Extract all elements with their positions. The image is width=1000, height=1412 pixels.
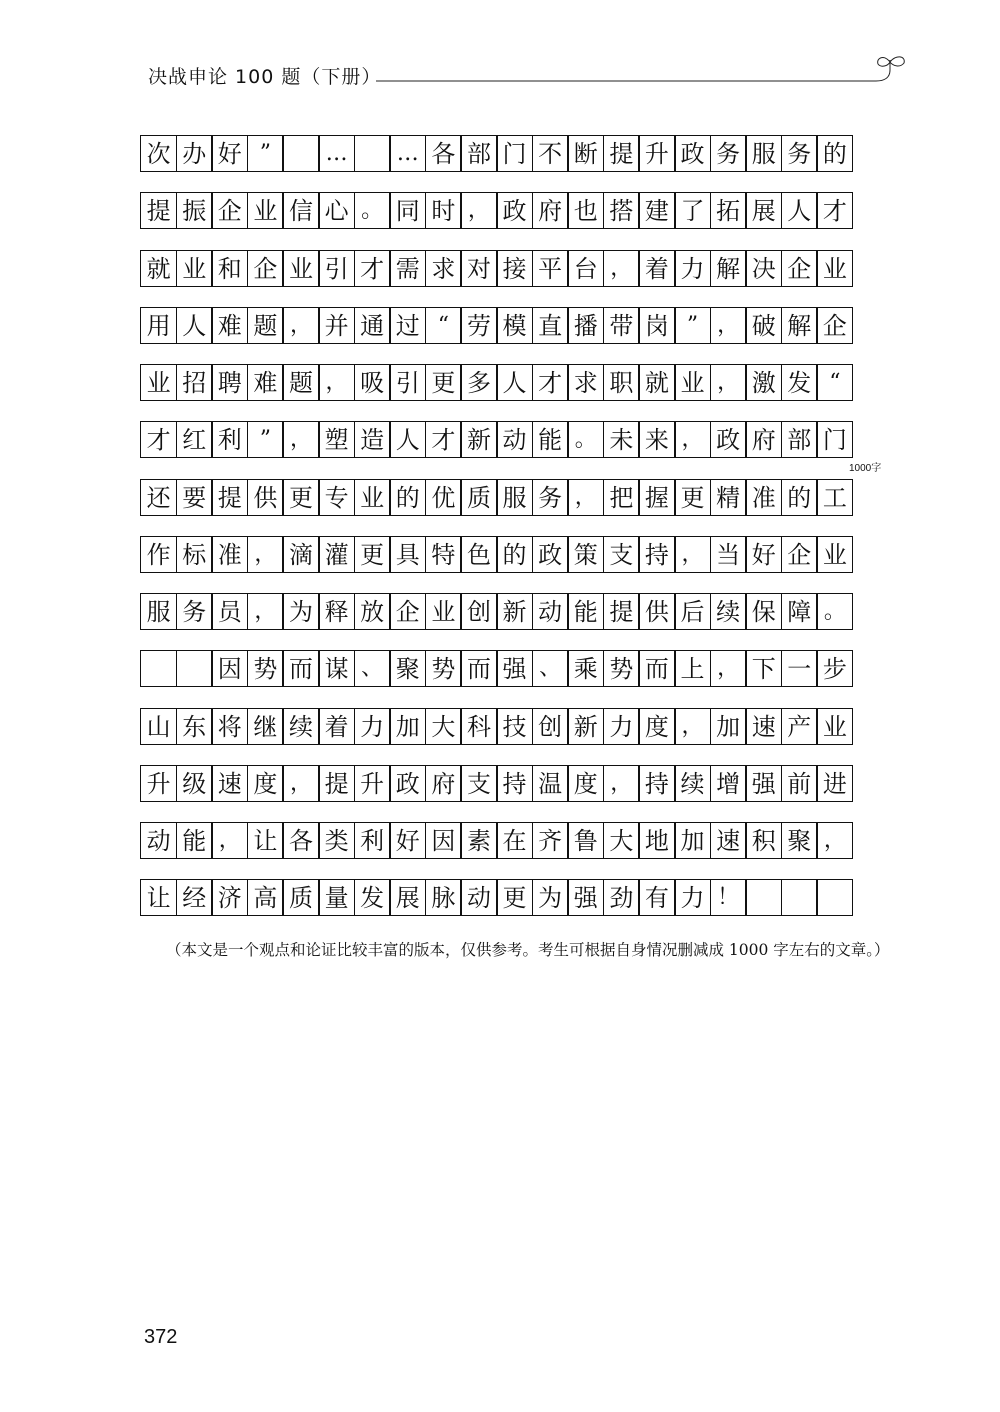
- grid-cell: ，: [603, 250, 640, 287]
- grid-cell: 一: [781, 650, 818, 687]
- grid-cell: 才: [532, 364, 569, 401]
- grid-cell: 经: [176, 879, 213, 916]
- grid-cell: 灌: [318, 536, 355, 573]
- grid-cell: 强: [496, 650, 533, 687]
- grid-cell: 业: [354, 479, 391, 516]
- grid-cell: 力: [354, 708, 391, 745]
- grid-cell-empty: [354, 135, 391, 172]
- essay-grid: [140, 0, 884, 930]
- book-title: 决战申论 100 题（下册）: [148, 66, 382, 88]
- grid-cell: 业: [176, 250, 213, 287]
- grid-cell: 支: [603, 536, 640, 573]
- grid-cell: 岗: [638, 307, 675, 344]
- grid-cell: 提: [211, 479, 248, 516]
- grid-cell: 招: [176, 364, 213, 401]
- grid-cell: 济: [211, 879, 248, 916]
- grid-cell: ，: [816, 822, 853, 859]
- grid-cell: 供: [638, 593, 675, 630]
- grid-cell: 拓: [710, 192, 747, 229]
- grid-cell: 才: [354, 250, 391, 287]
- grid-cell: ，: [282, 307, 319, 344]
- grid-cell: 平: [532, 250, 569, 287]
- grid-cell: 优: [425, 479, 462, 516]
- grid-cell: ，: [247, 593, 284, 630]
- grid-cell: 提: [603, 593, 640, 630]
- grid-cell: 准: [211, 536, 248, 573]
- grid-cell: 东: [176, 708, 213, 745]
- grid-cell: 引: [318, 250, 355, 287]
- grid-cell: 提: [140, 192, 177, 229]
- grid-cell: 能: [532, 421, 569, 458]
- grid-cell: 着: [318, 708, 355, 745]
- grid-cell: ，: [460, 192, 497, 229]
- grid-cell: ，: [674, 536, 711, 573]
- grid-cell: ，: [247, 536, 284, 573]
- grid-cell: 因: [211, 650, 248, 687]
- grid-cell: 造: [354, 421, 391, 458]
- grid-cell: 强: [567, 879, 604, 916]
- grid-row: [140, 364, 884, 401]
- grid-cell: 具: [389, 536, 426, 573]
- grid-cell: 府: [745, 421, 782, 458]
- grid-cell: 升: [140, 765, 177, 802]
- grid-cell: 大: [425, 708, 462, 745]
- grid-cell: 对: [460, 250, 497, 287]
- grid-cell: …: [389, 135, 426, 172]
- grid-cell: 人: [389, 421, 426, 458]
- grid-cell: 质: [282, 879, 319, 916]
- grid-cell: 的: [781, 479, 818, 516]
- grid-cell: 速: [745, 708, 782, 745]
- grid-cell: 聚: [389, 650, 426, 687]
- grid-cell: 政: [710, 421, 747, 458]
- grid-cell: 而: [638, 650, 675, 687]
- grid-cell: 为: [282, 593, 319, 630]
- grid-cell: 模: [496, 307, 533, 344]
- grid-cell: 加: [389, 708, 426, 745]
- grid-cell: 技: [496, 708, 533, 745]
- grid-cell: 务: [176, 593, 213, 630]
- grid-cell: 业: [674, 364, 711, 401]
- grid-cell: 还: [140, 479, 177, 516]
- grid-cell: 政: [496, 192, 533, 229]
- grid-cell: 特: [425, 536, 462, 573]
- grid-cell: 有: [638, 879, 675, 916]
- grid-cell: 继: [247, 708, 284, 745]
- grid-cell: 放: [354, 593, 391, 630]
- grid-cell: 当: [710, 536, 747, 573]
- grid-cell: 工: [816, 479, 853, 516]
- grid-cell: …: [318, 135, 355, 172]
- grid-cell: 政: [532, 536, 569, 573]
- grid-cell: 政: [389, 765, 426, 802]
- grid-cell: 障: [781, 593, 818, 630]
- grid-row: [140, 879, 884, 916]
- grid-cell: 续: [674, 765, 711, 802]
- grid-cell: 展: [745, 192, 782, 229]
- grid-cell: 才: [816, 192, 853, 229]
- grid-row: [140, 536, 884, 573]
- grid-row: [140, 421, 884, 458]
- grid-cell: 的: [496, 536, 533, 573]
- grid-cell: 释: [318, 593, 355, 630]
- grid-cell: 破: [745, 307, 782, 344]
- grid-cell: 势: [603, 650, 640, 687]
- grid-cell: ，: [710, 650, 747, 687]
- grid-cell: ”: [247, 421, 284, 458]
- grid-cell: 科: [460, 708, 497, 745]
- grid-cell: 同: [389, 192, 426, 229]
- grid-cell: 动: [460, 879, 497, 916]
- grid-cell-empty: [745, 879, 782, 916]
- grid-cell: 类: [318, 822, 355, 859]
- grid-cell-empty: [140, 650, 177, 687]
- grid-cell: 新: [496, 593, 533, 630]
- grid-cell: 用: [140, 307, 177, 344]
- grid-cell: 速: [710, 822, 747, 859]
- grid-cell: 动: [496, 421, 533, 458]
- grid-cell: ，: [603, 765, 640, 802]
- grid-cell: 人: [176, 307, 213, 344]
- grid-cell: 企: [247, 250, 284, 287]
- grid-cell: 创: [460, 593, 497, 630]
- grid-cell: 塑: [318, 421, 355, 458]
- grid-cell: 好: [745, 536, 782, 573]
- grid-cell: “: [816, 364, 853, 401]
- grid-cell: 企: [781, 250, 818, 287]
- grid-cell: 。: [567, 421, 604, 458]
- grid-cell: 展: [389, 879, 426, 916]
- grid-cell: 企: [816, 307, 853, 344]
- grid-cell: 鲁: [567, 822, 604, 859]
- grid-cell: 着: [638, 250, 675, 287]
- grid-cell-empty: [282, 135, 319, 172]
- grid-row: [140, 307, 884, 344]
- grid-cell-empty: [781, 879, 818, 916]
- grid-cell: 业: [247, 192, 284, 229]
- grid-row: [140, 765, 884, 802]
- grid-cell: 搭: [603, 192, 640, 229]
- grid-cell: 度: [567, 765, 604, 802]
- grid-cell: 后: [674, 593, 711, 630]
- grid-cell: 红: [176, 421, 213, 458]
- grid-cell: 策: [567, 536, 604, 573]
- grid-cell: 上: [674, 650, 711, 687]
- grid-cell: 更: [354, 536, 391, 573]
- grid-cell: 升: [354, 765, 391, 802]
- grid-cell: 供: [247, 479, 284, 516]
- grid-cell: 高: [247, 879, 284, 916]
- grid-cell: 持: [638, 536, 675, 573]
- grid-cell: 脉: [425, 879, 462, 916]
- grid-cell: 势: [247, 650, 284, 687]
- grid-cell: 升: [638, 135, 675, 172]
- grid-cell: 务: [710, 135, 747, 172]
- grid-cell: 求: [567, 364, 604, 401]
- grid-cell: 企: [211, 192, 248, 229]
- grid-cell: 题: [282, 364, 319, 401]
- grid-cell: 续: [282, 708, 319, 745]
- grid-cell-empty: [176, 650, 213, 687]
- grid-cell: 劲: [603, 879, 640, 916]
- grid-cell: 地: [638, 822, 675, 859]
- grid-cell: 难: [247, 364, 284, 401]
- grid-cell: 府: [425, 765, 462, 802]
- grid-cell: 加: [674, 822, 711, 859]
- grid-cell: ，: [282, 765, 319, 802]
- grid-cell: 将: [211, 708, 248, 745]
- grid-cell: 谋: [318, 650, 355, 687]
- grid-cell: 发: [781, 364, 818, 401]
- grid-cell: 门: [496, 135, 533, 172]
- grid-cell: 务: [781, 135, 818, 172]
- grid-cell: 题: [247, 307, 284, 344]
- grid-cell: 门: [816, 421, 853, 458]
- grid-cell: 创: [532, 708, 569, 745]
- grid-cell: 府: [532, 192, 569, 229]
- grid-cell: 服: [140, 593, 177, 630]
- grid-cell: 为: [532, 879, 569, 916]
- grid-cell: ，: [318, 364, 355, 401]
- grid-cell: 精: [710, 479, 747, 516]
- grid-cell: 速: [211, 765, 248, 802]
- grid-cell: 力: [674, 250, 711, 287]
- grid-row: [140, 250, 884, 287]
- grid-row: [140, 479, 884, 516]
- grid-cell: 引: [389, 364, 426, 401]
- grid-cell: 握: [638, 479, 675, 516]
- grid-cell: 要: [176, 479, 213, 516]
- grid-row: [140, 822, 884, 859]
- grid-cell: 带: [603, 307, 640, 344]
- grid-cell: 业: [425, 593, 462, 630]
- grid-cell: 过: [389, 307, 426, 344]
- grid-cell: ，: [211, 822, 248, 859]
- grid-cell: 劳: [460, 307, 497, 344]
- grid-cell: 才: [140, 421, 177, 458]
- grid-cell: ，: [710, 364, 747, 401]
- grid-cell: 了: [674, 192, 711, 229]
- grid-cell: 新: [567, 708, 604, 745]
- grid-cell: 断: [567, 135, 604, 172]
- grid-cell: 度: [638, 708, 675, 745]
- grid-cell: 务: [532, 479, 569, 516]
- grid-cell: 就: [140, 250, 177, 287]
- grid-cell: 台: [567, 250, 604, 287]
- grid-cell: 才: [425, 421, 462, 458]
- grid-cell: 接: [496, 250, 533, 287]
- grid-cell: ，: [567, 479, 604, 516]
- grid-cell: 好: [211, 135, 248, 172]
- grid-cell: 持: [496, 765, 533, 802]
- grid-cell: 量: [318, 879, 355, 916]
- grid-cell: 力: [674, 879, 711, 916]
- grid-cell: 办: [176, 135, 213, 172]
- grid-cell: 职: [603, 364, 640, 401]
- grid-cell: 支: [460, 765, 497, 802]
- grid-cell: 而: [460, 650, 497, 687]
- grid-cell: 也: [567, 192, 604, 229]
- grid-cell: 更: [496, 879, 533, 916]
- grid-cell: 和: [211, 250, 248, 287]
- grid-cell: ”: [247, 135, 284, 172]
- grid-cell: 步: [816, 650, 853, 687]
- grid-cell: 度: [247, 765, 284, 802]
- grid-cell: 把: [603, 479, 640, 516]
- grid-cell: 专: [318, 479, 355, 516]
- grid-cell: 通: [354, 307, 391, 344]
- grid-cell: 积: [745, 822, 782, 859]
- grid-cell: 需: [389, 250, 426, 287]
- grid-cell: 业: [816, 708, 853, 745]
- grid-cell: 让: [140, 879, 177, 916]
- page-number: 372: [144, 1326, 178, 1348]
- grid-cell-empty: [816, 879, 853, 916]
- grid-cell: 更: [674, 479, 711, 516]
- grid-cell: 在: [496, 822, 533, 859]
- grid-row: [140, 708, 884, 745]
- grid-cell: 能: [176, 822, 213, 859]
- grid-cell: 乘: [567, 650, 604, 687]
- grid-cell: 心: [318, 192, 355, 229]
- grid-cell: ，: [282, 421, 319, 458]
- grid-cell: 新: [460, 421, 497, 458]
- grid-cell: 动: [140, 822, 177, 859]
- grid-cell: 播: [567, 307, 604, 344]
- grid-cell: 的: [389, 479, 426, 516]
- grid-cell: 增: [710, 765, 747, 802]
- grid-cell: 业: [816, 250, 853, 287]
- grid-cell: 。: [354, 192, 391, 229]
- grid-cell: 各: [282, 822, 319, 859]
- grid-cell: 更: [425, 364, 462, 401]
- grid-cell: 员: [211, 593, 248, 630]
- grid-cell: 政: [674, 135, 711, 172]
- grid-cell: 企: [389, 593, 426, 630]
- grid-cell: 动: [532, 593, 569, 630]
- grid-cell: 多: [460, 364, 497, 401]
- grid-cell: 解: [781, 307, 818, 344]
- grid-cell: 决: [745, 250, 782, 287]
- grid-cell: ，: [674, 708, 711, 745]
- grid-cell: 就: [638, 364, 675, 401]
- grid-cell: 时: [425, 192, 462, 229]
- grid-cell: ，: [710, 307, 747, 344]
- word-count-mark: 1000字: [849, 463, 882, 474]
- grid-cell: 业: [282, 250, 319, 287]
- grid-cell: 、: [532, 650, 569, 687]
- grid-cell: 保: [745, 593, 782, 630]
- grid-cell: 温: [532, 765, 569, 802]
- grid-cell: 素: [460, 822, 497, 859]
- grid-cell: 续: [710, 593, 747, 630]
- grid-cell: 作: [140, 536, 177, 573]
- grid-cell: 强: [745, 765, 782, 802]
- grid-cell: 持: [638, 765, 675, 802]
- grid-cell: 难: [211, 307, 248, 344]
- grid-cell: 服: [745, 135, 782, 172]
- grid-cell: 提: [603, 135, 640, 172]
- grid-cell: ！: [710, 879, 747, 916]
- grid-row: [140, 650, 884, 687]
- grid-cell: 服: [496, 479, 533, 516]
- grid-cell: 能: [567, 593, 604, 630]
- grid-cell: 质: [460, 479, 497, 516]
- grid-cell: 聘: [211, 364, 248, 401]
- grid-cell: 齐: [532, 822, 569, 859]
- grid-cell: 部: [460, 135, 497, 172]
- grid-cell: 吸: [354, 364, 391, 401]
- grid-cell: 利: [211, 421, 248, 458]
- grid-cell: 滴: [282, 536, 319, 573]
- grid-cell: 级: [176, 765, 213, 802]
- grid-cell: 求: [425, 250, 462, 287]
- grid-cell: 发: [354, 879, 391, 916]
- grid-cell: 提: [318, 765, 355, 802]
- grid-cell: 让: [247, 822, 284, 859]
- grid-cell: 业: [140, 364, 177, 401]
- grid-cell: 人: [781, 192, 818, 229]
- grid-cell: 来: [638, 421, 675, 458]
- grid-cell: 的: [816, 135, 853, 172]
- grid-row: [140, 192, 884, 229]
- grid-row: [140, 135, 884, 172]
- grid-cell: 下: [745, 650, 782, 687]
- grid-cell: 聚: [781, 822, 818, 859]
- grid-cell: 利: [354, 822, 391, 859]
- grid-cell: 建: [638, 192, 675, 229]
- grid-cell: 准: [745, 479, 782, 516]
- grid-cell: 力: [603, 708, 640, 745]
- grid-cell: 色: [460, 536, 497, 573]
- grid-cell: ”: [674, 307, 711, 344]
- grid-cell: 而: [282, 650, 319, 687]
- grid-cell: 人: [496, 364, 533, 401]
- grid-cell: ，: [674, 421, 711, 458]
- grid-cell: 好: [389, 822, 426, 859]
- grid-cell: 产: [781, 708, 818, 745]
- grid-cell: 、: [354, 650, 391, 687]
- footnote: （本文是一个观点和论证比较丰富的版本，仅供参考。考生可根据自身情况删减成 1000 字左右的文章。）: [166, 941, 890, 959]
- grid-cell: 山: [140, 708, 177, 745]
- grid-cell: 更: [282, 479, 319, 516]
- grid-cell: 前: [781, 765, 818, 802]
- grid-cell: 大: [603, 822, 640, 859]
- grid-cell: 次: [140, 135, 177, 172]
- grid-cell: “: [425, 307, 462, 344]
- grid-cell: 直: [532, 307, 569, 344]
- grid-cell: 因: [425, 822, 462, 859]
- grid-cell: 势: [425, 650, 462, 687]
- grid-cell: 不: [532, 135, 569, 172]
- grid-cell: 部: [781, 421, 818, 458]
- grid-cell: 未: [603, 421, 640, 458]
- grid-cell: 业: [816, 536, 853, 573]
- grid-row: [140, 593, 884, 630]
- grid-cell: 振: [176, 192, 213, 229]
- grid-cell: 激: [745, 364, 782, 401]
- grid-cell: 信: [282, 192, 319, 229]
- grid-cell: 解: [710, 250, 747, 287]
- grid-cell: 企: [781, 536, 818, 573]
- grid-cell: 并: [318, 307, 355, 344]
- grid-cell: 。: [816, 593, 853, 630]
- grid-cell: 标: [176, 536, 213, 573]
- grid-cell: 加: [710, 708, 747, 745]
- grid-cell: 各: [425, 135, 462, 172]
- grid-cell: 进: [816, 765, 853, 802]
